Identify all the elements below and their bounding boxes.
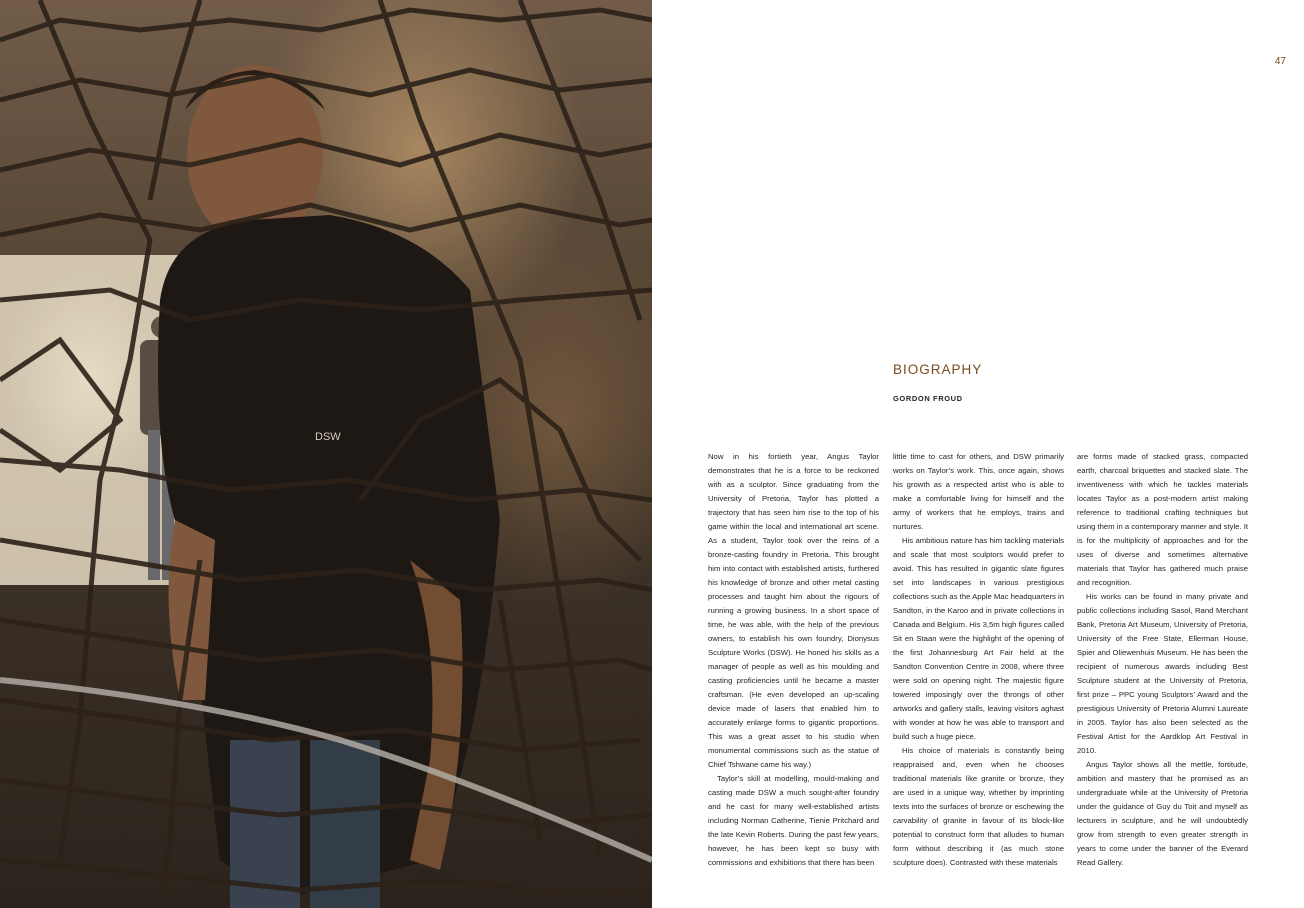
paragraph: little time to cast for others, and DSW primarily works on Taylor’s work. This, once again, shows his growth as a respected artist who is able to make a comfortable living for himself and the army of workers that he employs, trains and nurtures. — [893, 452, 1064, 531]
paragraph: Taylor’s skill at modelling, mould-making and casting made DSW a much sought-after foundry and he cast for many well-established artists including Norman Catherine, Tienie Pritchard and the late Kevin Roberts. During the past few years, however, he has been kept so busy with commissions and exhibitions that there has been — [708, 774, 879, 867]
text-column-1 — [708, 450, 879, 870]
article-heading: BIOGRAPHY — [893, 362, 983, 377]
paragraph: Now in his fortieth year, Angus Taylor demonstrates that he is a force to be reckoned with as a sculptor. Since graduating from the University of Pretoria, Taylor has plotted a trajectory that has seen him rise to the top of his game within the local and international art scene. As a student, Taylor took over the reins of a bronze-casting foundry in Pretoria. This brought him into contact with established artists, furthered his knowledge of bronze and other metal casting processes and taught him about the rigours of running a growing business. In a short space of time, he was able, with the help of the previous owners, to establish his own foundry, Dionysus Sculpture Works (DSW). He honed his skills as a manager of people as well as his moulding and casting proficiencies until he became a master craftsman. (He even developed an up-scaling device made of lasers that enabled him to accurately enlarge forms to gigantic proportions. This was a great asset to his studio when monumental commissions such as the statue of Chief Tshwane came his way.) — [708, 452, 879, 769]
page-number: 47 — [1274, 56, 1286, 67]
paragraph: Angus Taylor shows all the mettle, fortitude, ambition and mastery that he promised as an undergraduate while at the University of Pretoria under the guidance of Guy du Toit and myself as lecturers in sculpture, and he will undoubtedly grow from strength to even greater strength in years to come under the banner of the Everard Read Gallery. — [1077, 760, 1248, 867]
text-column-2 — [893, 450, 1064, 870]
article-author: GORDON FROUD — [893, 394, 963, 403]
paragraph: His choice of materials is constantly being reappraised and, even when he chooses traditional materials like granite or bronze, they are used in a unique way, whether by imprinting texts into the surfaces of bronze or eschewing the carvability of granite in favour of its block-like potential to construct form that alludes to human form without describing it (as much stone sculpture does). Contrasted with these materials — [893, 746, 1064, 867]
text-column-3 — [1077, 450, 1248, 870]
paragraph: His works can be found in many private and public collections including Sasol, Rand Merchant Bank, Pretoria Art Museum, University of Pretoria, University of the Free State, Ellerman House, Spier and Oliewenhuis Museum. He has been the recipient of numerous awards including Best Sculpture student at the University of Pretoria, first prize – PPC young Sculptors’ Award and the prestigious University of Pretoria Alumni Laureate in 2005. Taylor has also been selected as the Festival Artist for the Aardklop Art Festival in 2010. — [1077, 592, 1248, 755]
paragraph: His ambitious nature has him tackling materials and scale that most sculptors would prefer to avoid. This has resulted in gigantic slate figures set into landscapes in various prestigious collections such as the Apple Mac headquarters in Sandton, in the Karoo and in private collections in Canada and Belgium. His 3,5m high figures called Sit en Staan were the highlight of the opening of the first Johannesburg Art Fair held at the Sandton Convention Centre in 2008, where three were sold on opening night. The majestic figure towered imposingly over the throngs of other artworks and gallery stalls, leaving visitors aghast with wonder at how he was able to transport and build such a huge piece. — [893, 536, 1064, 741]
shirt-logo: DSW — [315, 431, 341, 443]
paragraph: are forms made of stacked grass, compacted earth, charcoal briquettes and stacked slate. The inventiveness with which he tackles materials locates Taylor as a post-modern artist making reference to traditional crafting techniques but using them in a contemporary manner and style. It is for the multiplicity of approaches and for the uses of diverse and sometimes alternative materials that Taylor has gathered much praise and recognition. — [1077, 452, 1248, 587]
